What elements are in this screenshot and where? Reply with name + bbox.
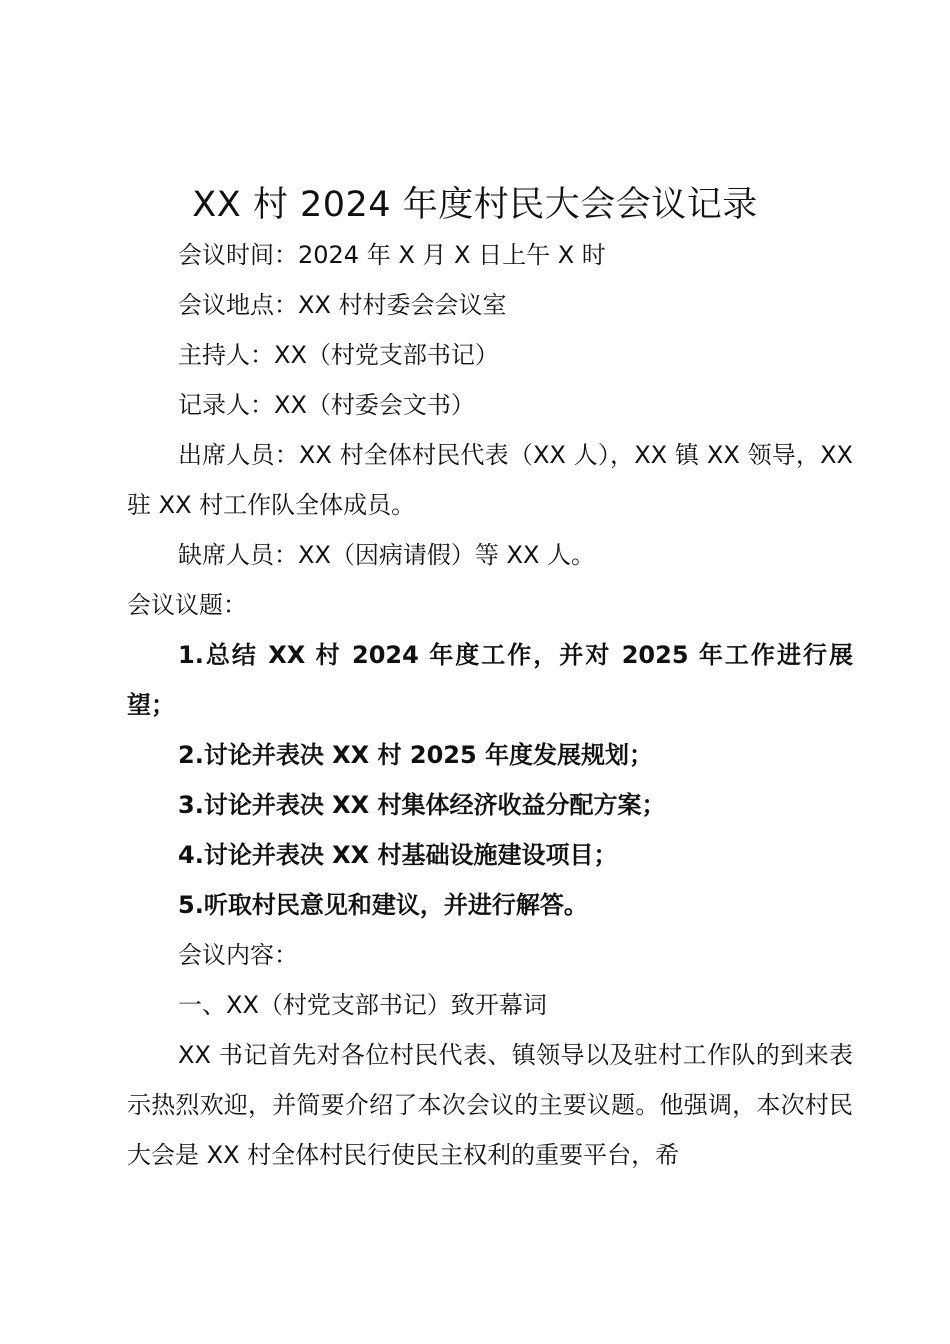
document-body [127, 230, 853, 1180]
agenda-item: 3.讨论并表决 XX 村集体经济收益分配方案； [178, 791, 666, 819]
section-one-heading: 一、XX（村党支部书记）致开幕词 [178, 991, 547, 1019]
meeting-time: 会议时间：2024 年 X 月 X 日上午 X 时 [178, 241, 606, 269]
meeting-attendees: 出席人员：XX 村全体村民代表（XX 人），XX 镇 XX 领导，XX 驻 XX 村工作队全体成员。 [127, 441, 853, 519]
agenda-heading: 会议议题： [127, 591, 247, 619]
meeting-recorder: 记录人：XX（村委会文书） [178, 391, 475, 419]
document-title: XX 村 2024 年度村民大会会议记录 [192, 185, 758, 225]
agenda-item: 1.总结 XX 村 2024 年度工作，并对 2025 年工作进行展望； [127, 641, 853, 719]
meeting-place: 会议地点：XX 村村委会会议室 [178, 291, 507, 319]
agenda-item: 4.讨论并表决 XX 村基础设施建设项目； [178, 841, 618, 869]
agenda-item: 5.听取村民意见和建议，并进行解答。 [178, 891, 588, 919]
content-heading: 会议内容： [178, 941, 298, 969]
agenda-item: 2.讨论并表决 XX 村 2025 年度发展规划； [178, 741, 654, 769]
section-one-text: XX 书记首先对各位村民代表、镇领导以及驻村工作队的到来表示热烈欢迎，并简要介绍了本次会议的主要议题。他强调，本次村民大会是 XX 村全体村民行使民主权利的重要平台，希 [127, 1041, 853, 1169]
meeting-absentees: 缺席人员：XX（因病请假）等 XX 人。 [178, 541, 596, 569]
meeting-host: 主持人：XX（村党支部书记） [178, 341, 499, 369]
